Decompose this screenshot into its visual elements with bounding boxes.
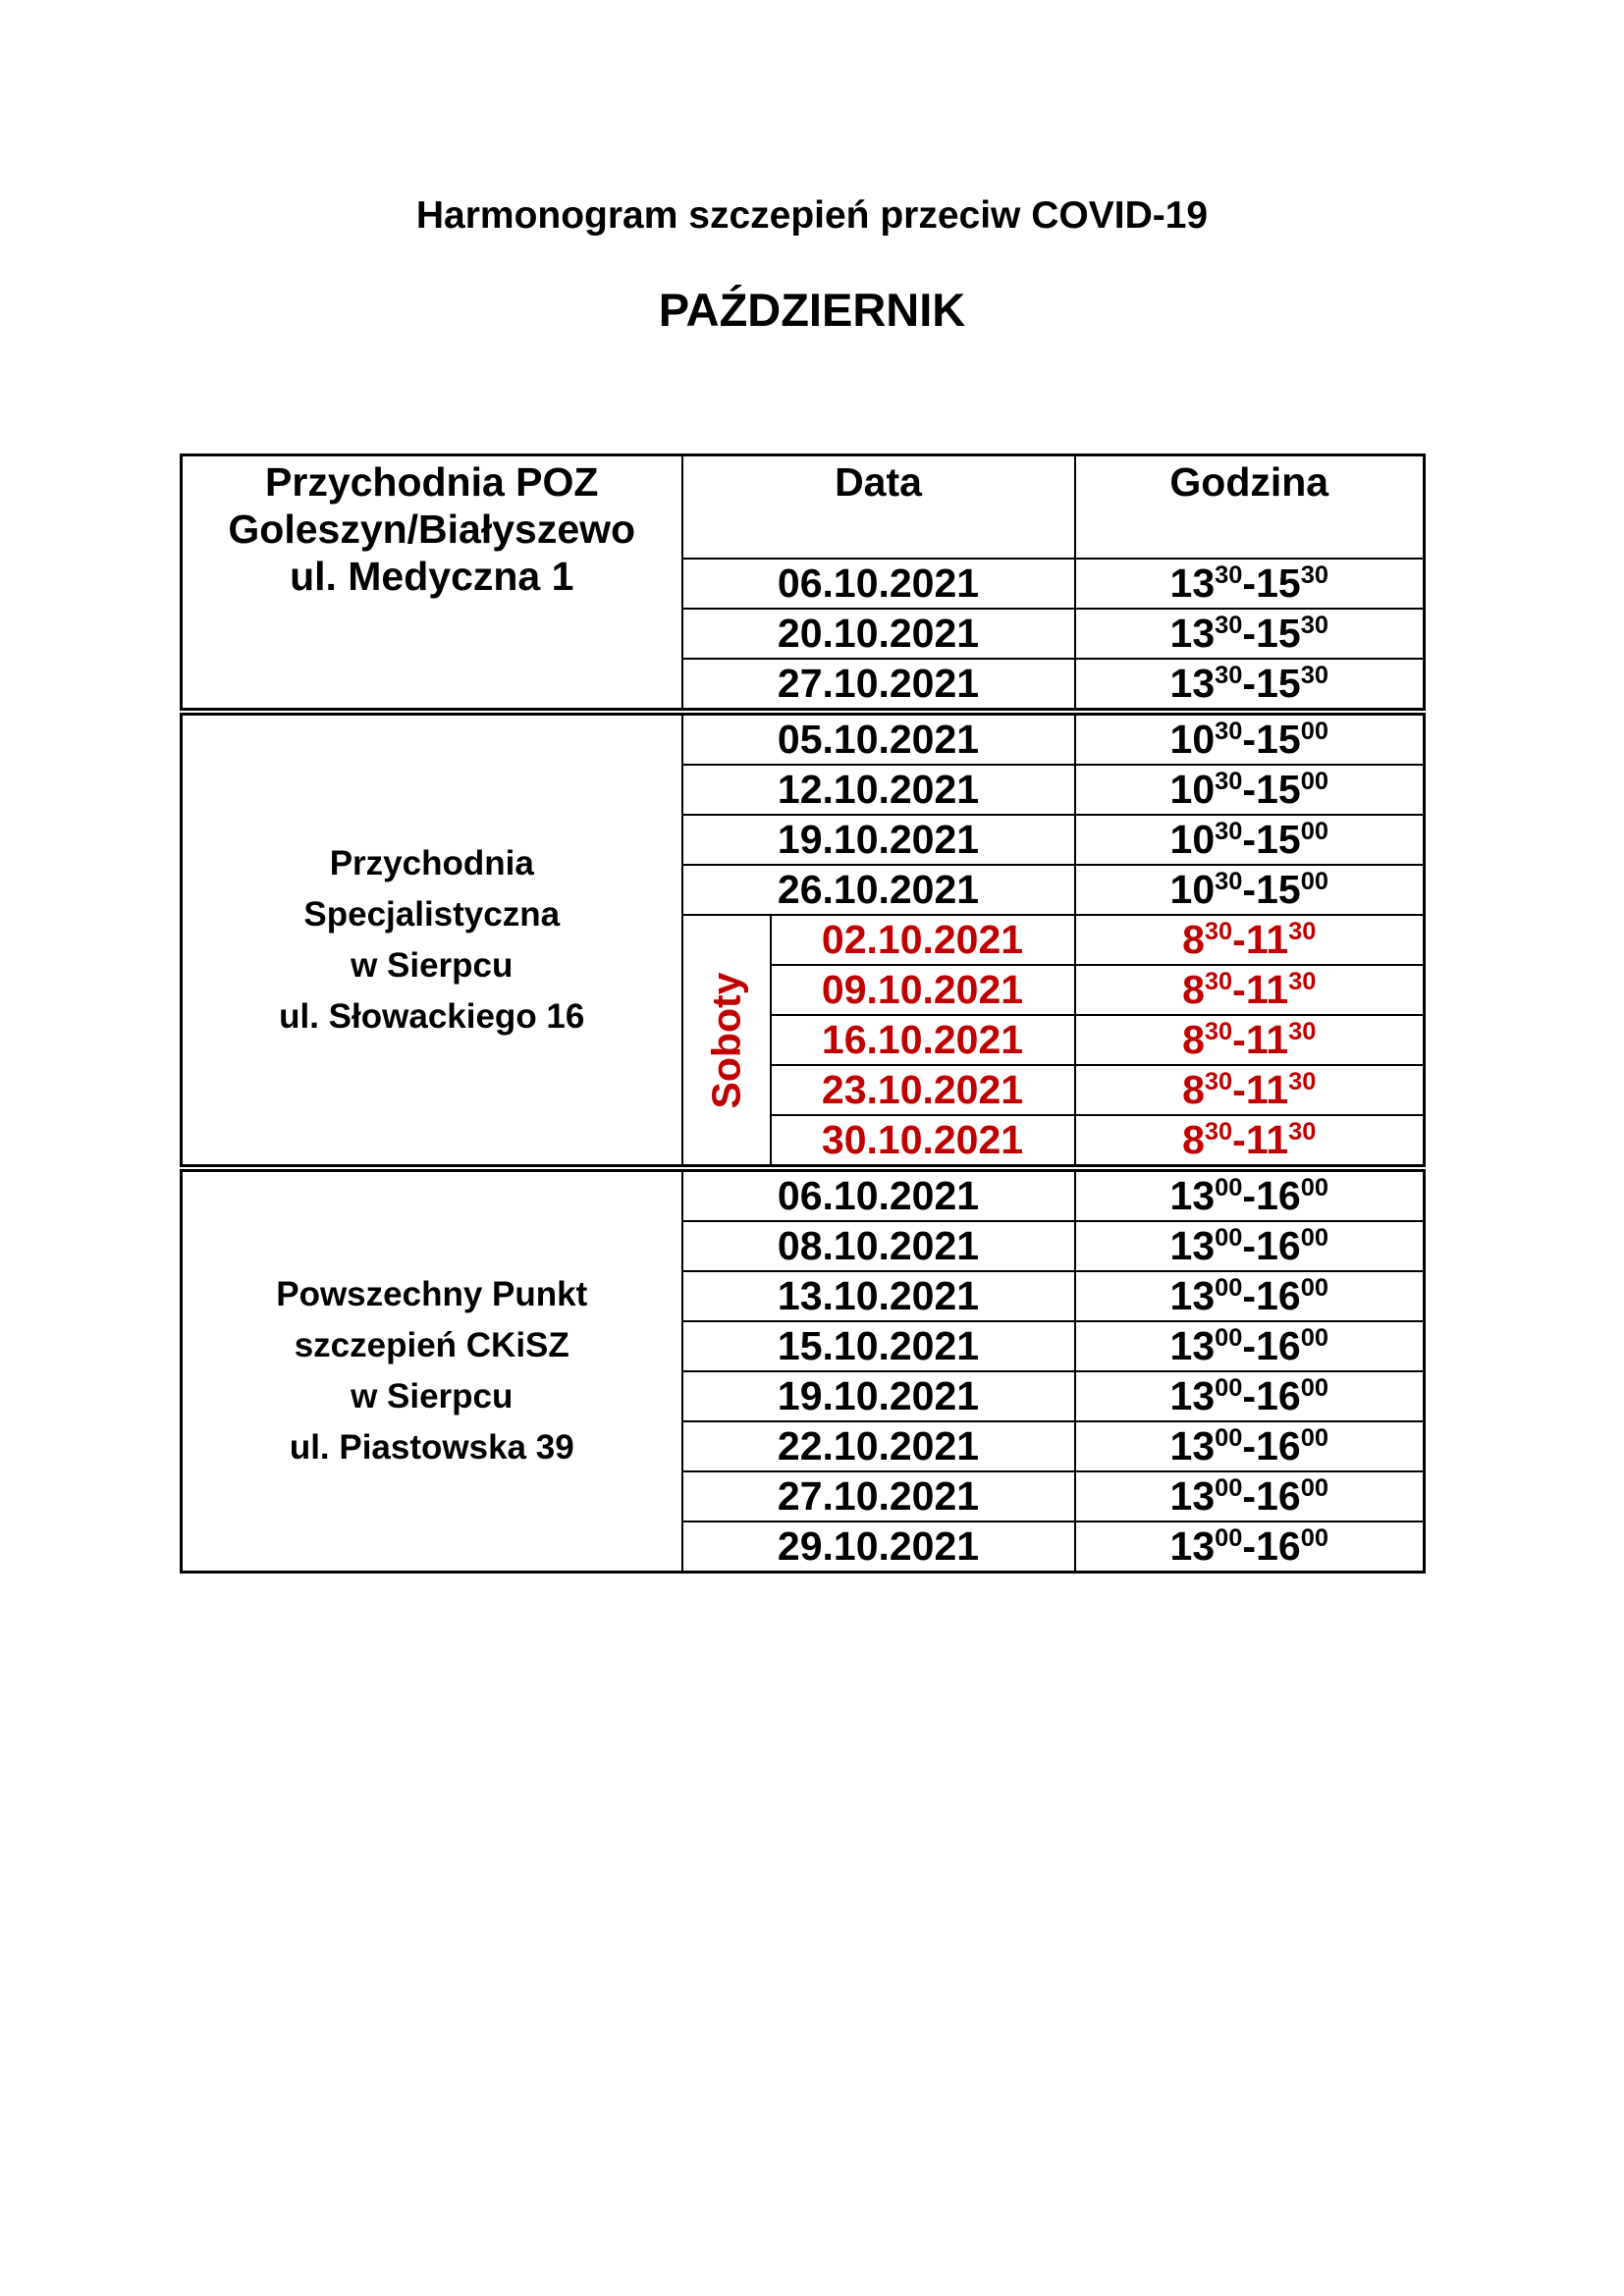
- hour-cell: $8^{30}-11^{30}$: [1075, 1065, 1425, 1115]
- table-row: [182, 1168, 1425, 1221]
- time-hour: 13: [1169, 661, 1216, 706]
- hour-cell: $13^{00}-16^{00}$: [1075, 1321, 1425, 1371]
- date-cell: 30.10.2021: [771, 1115, 1075, 1168]
- time-minutes: 30: [1204, 1118, 1233, 1147]
- location-cell: [182, 1168, 682, 1573]
- date-cell: 08.10.2021: [682, 1221, 1075, 1271]
- location-line: ul. Słowackiego 16: [279, 996, 585, 1036]
- time-hour: 8: [1182, 917, 1205, 962]
- time-hour: 13: [1169, 1423, 1216, 1468]
- hour-cell: $10^{30}-15^{00}$: [1075, 865, 1425, 915]
- hour-cell: $13^{00}-16^{00}$: [1075, 1471, 1425, 1522]
- time-hour: 13: [1169, 611, 1216, 656]
- location-line: Przychodnia POZ: [265, 459, 599, 505]
- time-minutes: 30: [1204, 1018, 1233, 1046]
- time-minutes: 30: [1288, 1068, 1317, 1096]
- header-hour: Godzina: [1075, 455, 1425, 560]
- vaccination-schedule-table: [180, 454, 1426, 1574]
- time-minutes: 30: [1288, 1018, 1317, 1046]
- hour-cell: $13^{30}-15^{30}$: [1075, 559, 1425, 609]
- time-minutes: 00: [1300, 1474, 1328, 1503]
- date-cell: 19.10.2021: [682, 1371, 1075, 1421]
- time-hour: 11: [1245, 917, 1289, 962]
- time-hour: 16: [1256, 1273, 1301, 1318]
- time-hour: 15: [1256, 867, 1301, 912]
- time-hour: 13: [1169, 1523, 1216, 1569]
- date-cell: 23.10.2021: [771, 1065, 1075, 1115]
- date-cell: 27.10.2021: [682, 1471, 1075, 1522]
- date-cell: 12.10.2021: [682, 765, 1075, 815]
- location-line: ul. Piastowska 39: [289, 1428, 574, 1467]
- date-cell: 19.10.2021: [682, 815, 1075, 865]
- time-minutes: 00: [1300, 768, 1328, 796]
- hour-cell: $13^{00}-16^{00}$: [1075, 1221, 1425, 1271]
- date-cell: 20.10.2021: [682, 609, 1075, 659]
- table-row: [182, 712, 1425, 765]
- time-minutes: 30: [1215, 718, 1243, 746]
- hour-cell: $13^{00}-16^{00}$: [1075, 1522, 1425, 1573]
- time-minutes: 00: [1215, 1174, 1243, 1202]
- time-minutes: 00: [1300, 1274, 1328, 1303]
- hour-cell: $13^{00}-16^{00}$: [1075, 1271, 1425, 1321]
- time-hour: 13: [1169, 1273, 1216, 1318]
- time-hour: 15: [1256, 661, 1301, 706]
- time-minutes: 00: [1300, 1324, 1328, 1353]
- time-minutes: 30: [1215, 768, 1243, 796]
- time-hour: 13: [1169, 561, 1216, 606]
- location-line: ul. Medyczna 1: [290, 554, 574, 599]
- time-minutes: 00: [1215, 1274, 1243, 1303]
- hour-cell: $8^{30}-11^{30}$: [1075, 1015, 1425, 1065]
- date-cell: 15.10.2021: [682, 1321, 1075, 1371]
- hour-cell: $8^{30}-11^{30}$: [1075, 915, 1425, 965]
- header-date: Data: [682, 455, 1075, 560]
- saturday-label: Soboty: [703, 972, 748, 1108]
- time-hour: 16: [1256, 1473, 1301, 1519]
- time-hour: 16: [1256, 1423, 1301, 1468]
- date-cell: 06.10.2021: [682, 559, 1075, 609]
- hour-cell: $8^{30}-11^{30}$: [1075, 1115, 1425, 1168]
- time-hour: 16: [1256, 1223, 1301, 1268]
- hour-cell: $10^{30}-15^{00}$: [1075, 765, 1425, 815]
- date-cell: 29.10.2021: [682, 1522, 1075, 1573]
- time-hour: 13: [1169, 1223, 1216, 1268]
- time-hour: 15: [1256, 611, 1301, 656]
- month-heading: PAŹDZIERNIK: [658, 284, 966, 336]
- time-hour: 13: [1169, 1173, 1216, 1218]
- date-cell: 09.10.2021: [771, 965, 1075, 1015]
- time-hour: 13: [1169, 1473, 1216, 1519]
- location-line: Goleszyn/Białyszewo: [228, 507, 636, 552]
- time-minutes: 30: [1204, 1068, 1233, 1096]
- time-minutes: 00: [1215, 1224, 1243, 1253]
- time-minutes: 00: [1215, 1324, 1243, 1353]
- time-minutes: 30: [1204, 918, 1233, 946]
- time-hour: 13: [1169, 1323, 1216, 1368]
- hour-cell: $13^{00}-16^{00}$: [1075, 1421, 1425, 1471]
- location-line: Powszechny Punkt: [276, 1275, 588, 1313]
- hour-cell: $10^{30}-15^{00}$: [1075, 712, 1425, 765]
- time-minutes: 00: [1300, 1174, 1328, 1202]
- time-minutes: 30: [1204, 968, 1233, 996]
- time-hour: 13: [1169, 1373, 1216, 1418]
- time-minutes: 00: [1215, 1474, 1243, 1503]
- header-row: [182, 455, 1425, 560]
- time-minutes: 30: [1288, 968, 1317, 996]
- location-line: Specjalistyczna: [303, 894, 561, 934]
- time-hour: 15: [1256, 767, 1301, 812]
- time-hour: 15: [1256, 817, 1301, 862]
- time-minutes: 00: [1300, 868, 1328, 896]
- location-cell: [182, 712, 682, 1168]
- hour-cell: $8^{30}-11^{30}$: [1075, 965, 1425, 1015]
- time-minutes: 00: [1300, 718, 1328, 746]
- time-minutes: 30: [1215, 612, 1243, 640]
- time-minutes: 30: [1288, 1118, 1317, 1147]
- time-minutes: 00: [1215, 1374, 1243, 1403]
- time-minutes: 00: [1300, 1374, 1328, 1403]
- hour-cell: $10^{30}-15^{00}$: [1075, 815, 1425, 865]
- time-minutes: 30: [1300, 612, 1328, 640]
- time-hour: 11: [1245, 1017, 1289, 1062]
- time-hour: 11: [1245, 967, 1289, 1012]
- time-minutes: 30: [1215, 818, 1243, 846]
- date-cell: 06.10.2021: [682, 1168, 1075, 1221]
- date-cell: 13.10.2021: [682, 1271, 1075, 1321]
- time-hour: 10: [1169, 817, 1216, 862]
- time-minutes: 30: [1288, 918, 1317, 946]
- time-minutes: 00: [1300, 1524, 1328, 1553]
- time-hour: 11: [1245, 1067, 1289, 1112]
- time-hour: 16: [1256, 1373, 1301, 1418]
- date-cell: 02.10.2021: [771, 915, 1075, 965]
- time-hour: 10: [1169, 767, 1216, 812]
- time-minutes: 00: [1300, 1224, 1328, 1253]
- time-minutes: 30: [1300, 662, 1328, 690]
- time-hour: 16: [1256, 1523, 1301, 1569]
- location-line: szczepień CKiSZ: [294, 1326, 569, 1364]
- time-minutes: 00: [1300, 1424, 1328, 1453]
- hour-cell: $13^{00}-16^{00}$: [1075, 1168, 1425, 1221]
- saturday-label-cell: [682, 915, 771, 1168]
- date-cell: 16.10.2021: [771, 1015, 1075, 1065]
- location-line: Przychodnia: [329, 843, 534, 882]
- time-minutes: 00: [1215, 1524, 1243, 1553]
- time-hour: 10: [1169, 867, 1216, 912]
- time-hour: 16: [1256, 1323, 1301, 1368]
- location-line: w Sierpcu: [351, 945, 514, 985]
- time-hour: 11: [1245, 1117, 1289, 1162]
- date-cell: 26.10.2021: [682, 865, 1075, 915]
- time-hour: 8: [1182, 1117, 1205, 1162]
- time-hour: 15: [1256, 717, 1301, 762]
- date-cell: 05.10.2021: [682, 712, 1075, 765]
- document-title: Harmonogram szczepień przeciw COVID-19: [415, 194, 1209, 237]
- time-minutes: 00: [1300, 818, 1328, 846]
- date-cell: 27.10.2021: [682, 659, 1075, 712]
- location-cell: [182, 455, 682, 713]
- time-minutes: 00: [1215, 1424, 1243, 1453]
- hour-cell: $13^{30}-15^{30}$: [1075, 659, 1425, 712]
- time-minutes: 30: [1215, 662, 1243, 690]
- time-minutes: 30: [1300, 561, 1328, 590]
- hour-cell: $13^{30}-15^{30}$: [1075, 609, 1425, 659]
- time-minutes: 30: [1215, 868, 1243, 896]
- hour-cell: $13^{00}-16^{00}$: [1075, 1371, 1425, 1421]
- time-minutes: 30: [1215, 561, 1243, 590]
- time-hour: 8: [1182, 1067, 1205, 1112]
- time-hour: 16: [1256, 1173, 1301, 1218]
- time-hour: 15: [1256, 561, 1301, 606]
- time-hour: 8: [1182, 1017, 1205, 1062]
- time-hour: 10: [1169, 717, 1216, 762]
- time-hour: 8: [1182, 967, 1205, 1012]
- location-line: w Sierpcu: [351, 1377, 514, 1415]
- date-cell: 22.10.2021: [682, 1421, 1075, 1471]
